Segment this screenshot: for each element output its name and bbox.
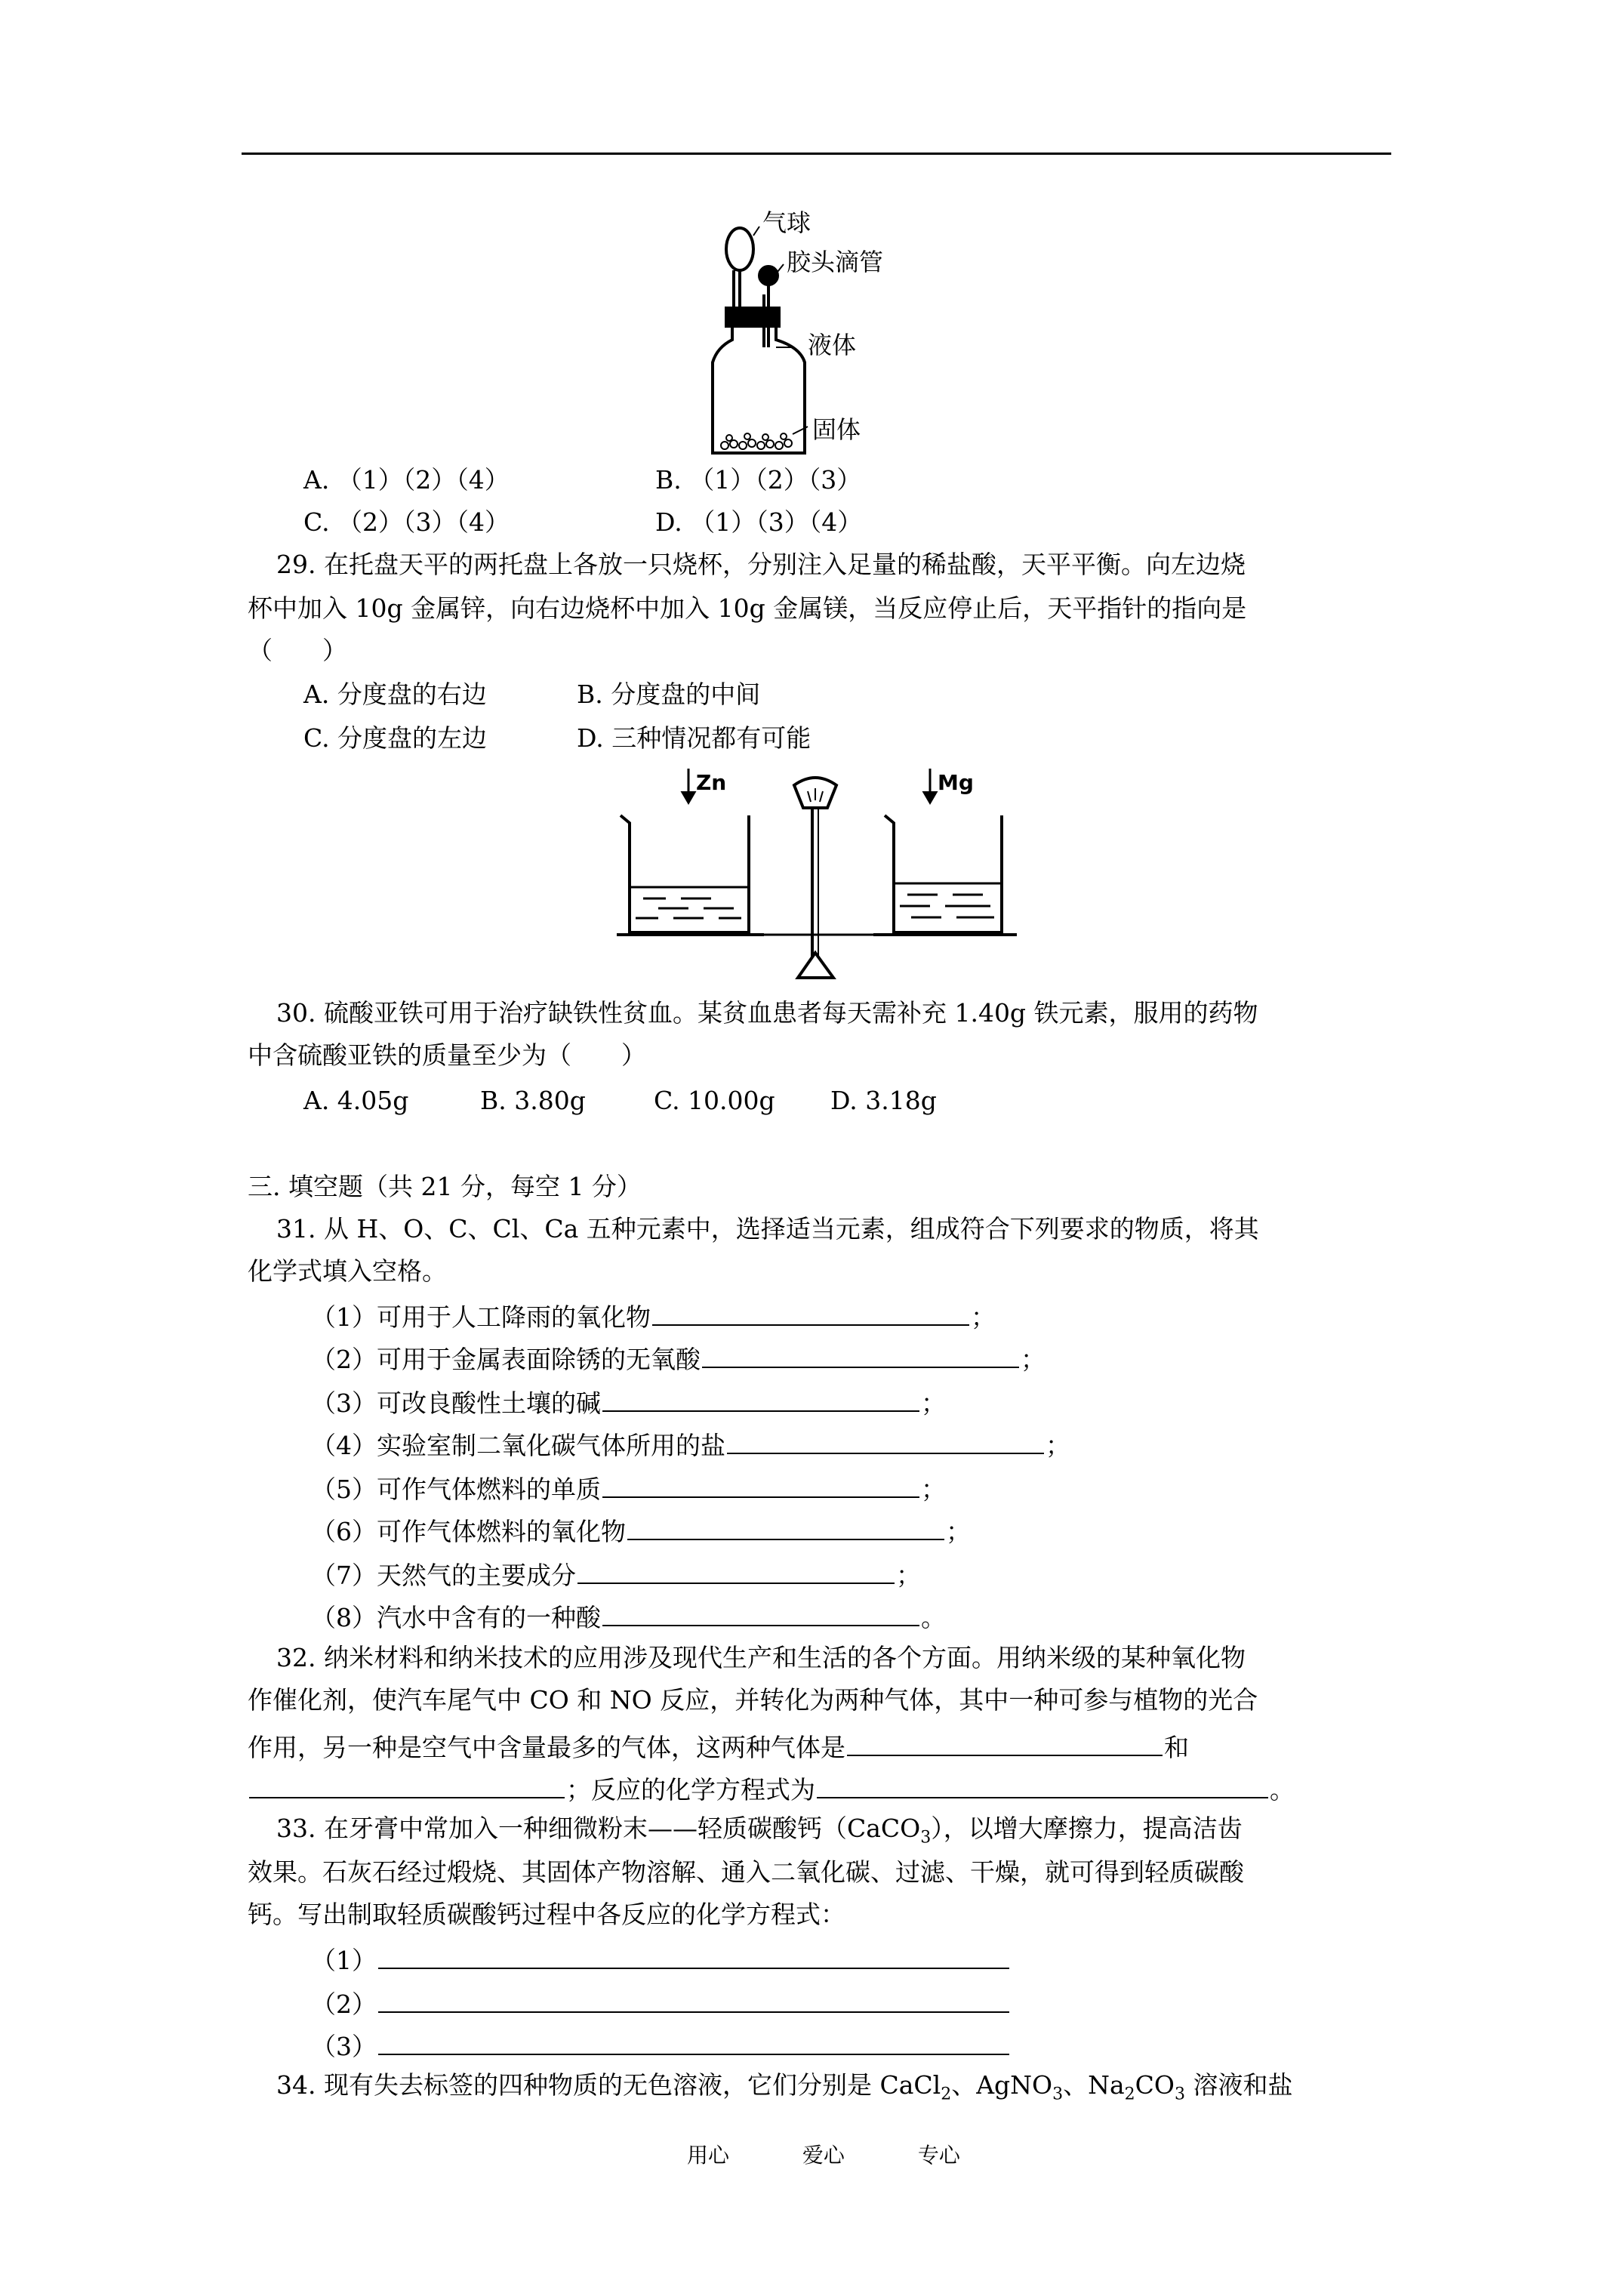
- q33-item-1: （1）: [311, 1942, 1011, 1976]
- q31-item-7: （7）天然气的主要成分 ；: [311, 1557, 921, 1591]
- q33-item-2: （2）: [311, 1986, 1011, 2020]
- label-dropper: 胶头滴管: [787, 248, 884, 276]
- q30-option-d: D. 3.18g: [830, 1086, 937, 1115]
- q30-option-a: A. 4.05g: [303, 1086, 409, 1115]
- answer-blank[interactable]: [602, 1471, 919, 1498]
- q31-line2: 化学式填入空格。: [248, 1256, 447, 1286]
- section3-heading: 三. 填空题（共 21 分，每空 1 分）: [248, 1172, 642, 1201]
- right-beaker: [885, 815, 1002, 932]
- q31-line1: 31. 从 H、O、C、Cl、Ca 五种元素中，选择适当元素，组成符合下列要求的物质，将其: [276, 1214, 1259, 1244]
- q28-option-c: C. （2）（3）（4）: [303, 507, 510, 537]
- answer-blank[interactable]: [727, 1427, 1044, 1454]
- answer-blank[interactable]: [249, 1771, 565, 1798]
- right-liquid: [895, 883, 1000, 917]
- bottle-outline: [713, 326, 805, 453]
- q28-option-a: A. （1）（2）（4）: [303, 465, 510, 495]
- balloon-shape: [726, 228, 753, 270]
- q29-line3: （ ）: [248, 636, 347, 665]
- answer-blank[interactable]: [602, 1385, 919, 1412]
- label-liquid: 液体: [808, 331, 857, 359]
- answer-blank[interactable]: [378, 1942, 1009, 1969]
- q31-item-5: （5）可作气体燃料的单质 ；: [311, 1471, 946, 1505]
- q31-item-3: （3）可改良酸性土壤的碱 ；: [311, 1385, 946, 1419]
- footer: [687, 2143, 960, 2168]
- q30-option-c: C. 10.00g: [654, 1086, 775, 1115]
- q29-line2: 杯中加入 10g 金属锌，向右边烧杯中加入 10g 金属镁，当反应停止后，天平指针的指向是: [248, 593, 1247, 623]
- answer-blank[interactable]: [702, 1341, 1019, 1368]
- q34-line1: 34. 现有失去标签的四种物质的无色溶液，它们分别是 CaCl$_2$、AgNO$_3$、$Na_2CO_3$ 溶液和盐: [276, 2070, 1293, 2104]
- flask-diagram: [679, 204, 951, 461]
- answer-blank[interactable]: [627, 1513, 944, 1540]
- q29-option-b: B. 分度盘的中间: [577, 680, 761, 709]
- q31-item-6: （6）可作气体燃料的氧化物 ；: [311, 1513, 971, 1547]
- q29-option-a: A. 分度盘的右边: [303, 680, 487, 709]
- q31-item-1: （1）可用于人工降雨的氧化物 ；: [311, 1299, 996, 1333]
- q31-item-8: （8）汽水中含有的一种酸 。: [311, 1599, 946, 1633]
- q30-option-b: B. 3.80g: [480, 1086, 586, 1115]
- answer-blank[interactable]: [847, 1729, 1163, 1756]
- header-rule: [242, 153, 1391, 155]
- answer-blank[interactable]: [602, 1599, 919, 1626]
- q30-line2: 中含硫酸亚铁的质量至少为（ ）: [248, 1040, 646, 1070]
- q28-option-b: B. （1）（2）（3）: [655, 465, 862, 495]
- q33-line2: 效果。石灰石经过煅烧、其固体产物溶解、通入二氧化碳、过滤、干燥，就可得到轻质碳酸: [248, 1857, 1244, 1887]
- q32-line4: ；反应的化学方程式为 。: [248, 1771, 1295, 1805]
- q33-line3: 钙。写出制取轻质碳酸钙过程中各反应的化学方程式：: [248, 1900, 845, 1929]
- answer-blank[interactable]: [577, 1557, 895, 1584]
- label-balloon: 气球: [762, 208, 812, 237]
- q31-item-4: （4）实验室制二氧化碳气体所用的盐 ；: [311, 1427, 1070, 1461]
- q28-option-d: D. （1）（3）（4）: [655, 507, 863, 537]
- left-beaker: [621, 815, 749, 932]
- solid-particles: [721, 433, 792, 449]
- footer-item: 专心: [917, 2143, 960, 2168]
- left-liquid: [631, 887, 747, 918]
- answer-blank[interactable]: [652, 1299, 969, 1326]
- q29-option-c: C. 分度盘的左边: [303, 723, 488, 753]
- label-mg: Mg: [938, 770, 974, 795]
- q32-line1: 32. 纳米材料和纳米技术的应用涉及现代生产和生活的各个方面。用纳米级的某种氧化物: [276, 1643, 1246, 1672]
- balance-diagram: [613, 763, 1021, 989]
- dropper-bulb: [759, 267, 778, 285]
- footer-item: 用心: [687, 2143, 730, 2168]
- q30-line1: 30. 硫酸亚铁可用于治疗缺铁性贫血。某贫血患者每天需补充 1.40g 铁元素，服用的药物: [276, 998, 1258, 1028]
- q32-line2: 作催化剂，使汽车尾气中 CO 和 NO 反应，并转化为两种气体，其中一种可参与植物的光合: [248, 1685, 1258, 1715]
- q33-line1: 33. 在牙膏中常加入一种细微粉末——轻质碳酸钙（CaCO$_3$），以增大摩擦力，提高洁齿: [276, 1814, 1243, 1848]
- answer-blank[interactable]: [378, 1986, 1009, 2013]
- q32-line3: 作用，另一种是空气中含量最多的气体，这两种气体是 和: [248, 1729, 1189, 1763]
- label-solid: 固体: [812, 415, 861, 444]
- q29-line1: 29. 在托盘天平的两托盘上各放一只烧杯，分别注入足量的稀盐酸，天平平衡。向左边烧: [276, 550, 1246, 579]
- answer-blank[interactable]: [817, 1771, 1268, 1798]
- label-zn: Zn: [696, 770, 727, 795]
- q33-item-3: （3）: [311, 2028, 1011, 2062]
- q31-item-2: （2）可用于金属表面除锈的无氧酸 ；: [311, 1341, 1046, 1375]
- balance-base: [798, 953, 833, 978]
- answer-blank[interactable]: [378, 2028, 1009, 2055]
- q29-option-d: D. 三种情况都有可能: [577, 723, 812, 753]
- footer-item: 爱心: [802, 2143, 845, 2168]
